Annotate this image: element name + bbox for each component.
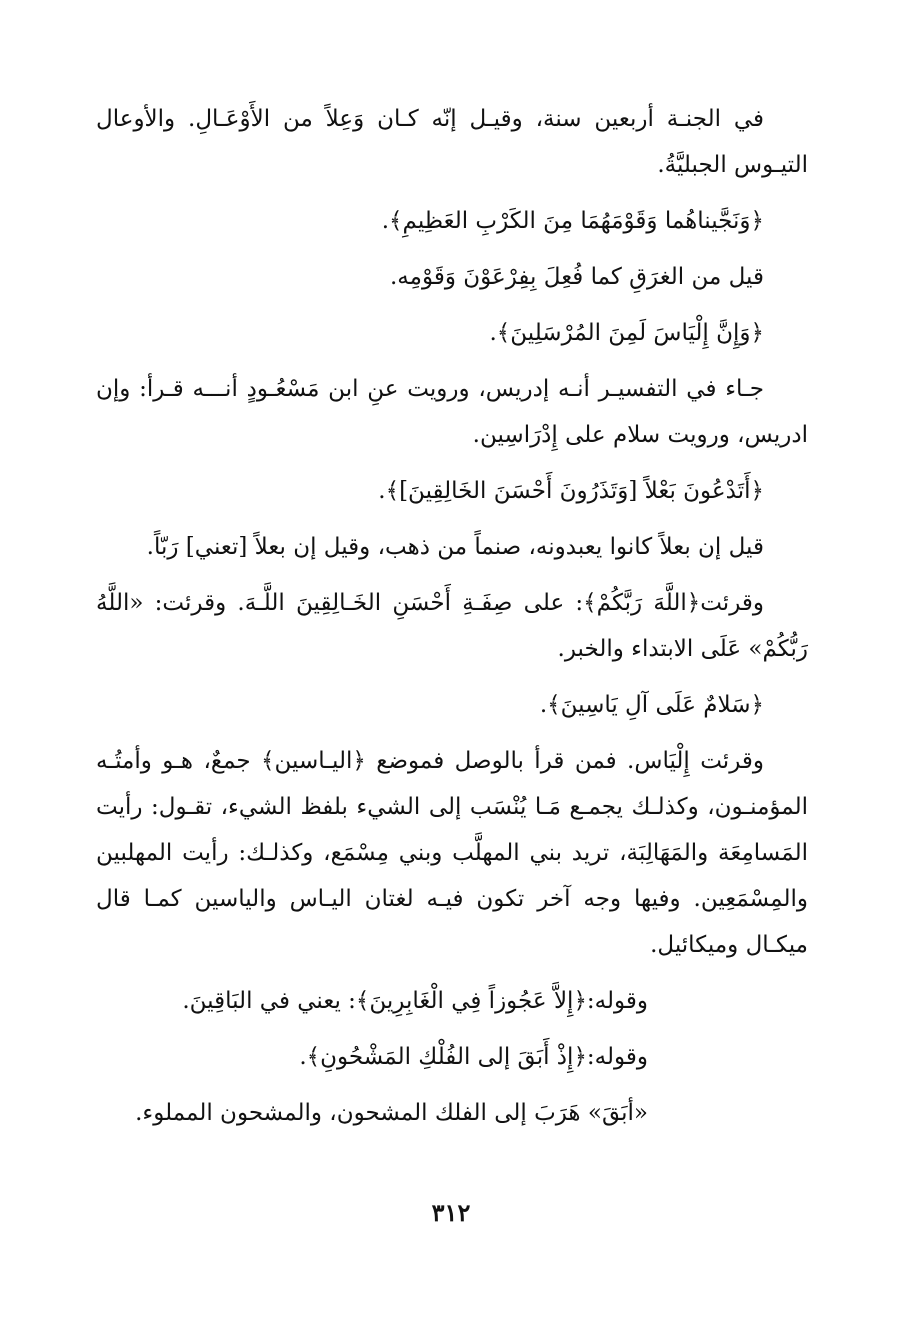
paragraph-abaqa-explanation: «أبَقَ» هَرَبَ إلى الفلك المشحون، والمشحون المملوء. [135, 1100, 648, 1126]
quranic-verse-ilyas: ﴿وَإِنَّ إِلْيَاسَ لَمِنَ المُرْسَلِينَ﴾. [489, 320, 764, 346]
paragraph-baal-explanation: قيل إن بعلاً كانوا يعبدونه، صنماً من ذهب، وقيل إن بعلاً [تعني] رَبّاً. [146, 534, 764, 560]
paragraph-fled-to-ship-verse: وقوله:﴿إِذْ أَبَقَ إلى الفُلْكِ المَشْحُونِ﴾. [299, 1044, 648, 1070]
page-body [96, 96, 808, 1146]
paragraph-drowning-explanation: قيل من الغرَقِ كما فُعِلَ بِفِرْعَوْنَ وَقَوْمِه. [389, 264, 764, 290]
quranic-verse-salam-al-yasin: ﴿سَلامٌ عَلَى آلِ يَاسِينَ﴾. [539, 692, 764, 718]
paragraph-heaven-forty-years: في الجنـة أربعين سنة، وقيـل إنّه كـان وَعِلاً من الأَوْعَـالِ. والأوعال التيـوس الجبليَّةُ. [96, 106, 808, 178]
paragraph-old-woman-verse: وقوله:﴿إِلاَّ عَجُوزاً فِي الْغَابِرِينَ﴾: يعني في البَاقِينَ. [182, 988, 648, 1014]
quranic-verse-we-saved-them: ﴿وَنَجَّيناهُما وَقَوْمَهُمَا مِنَ الكَرْبِ العَظِيمِ﴾. [381, 208, 764, 234]
paragraph-ilyas-readings: وقرئت إِلْيَاس. فمن قرأ بالوصل فموضع ﴿اليـاسين﴾ جمعٌ، هـو وأمتُـه المؤمنـون، وكذلـك يجمـع مَـا يُنْسَب إلى الشيء بلفظ الشيء، تقـول: رأيت المَسامِعَة والمَهَالِبَة، تريد بني المهلَّب وبني مِسْمَع، وكذلـك: رأيت المهلبين والمِسْمَعِين. وفيها وجه آخر تكون فيـه لغتان اليـاس والياسين كمـا قال ميكـال وميكائيل. [96, 748, 808, 958]
page-number: ٣١٢ [431, 1198, 471, 1227]
quranic-verse-baal: ﴿أَتَدْعُونَ بَعْلاً [وَتَذَرُونَ أَحْسَنَ الخَالِقِينَ]﴾. [378, 478, 764, 504]
paragraph-idris-tafsir: جـاء في التفسيـر أنـه إدريس، ورويت عنِ ابن مَسْعُـودٍ أنـــه قـرأ: وإن ادريس، ورويت سلام على إِدْرَاسِين. [96, 376, 808, 448]
paragraph-allah-rabbukum: وقرئت﴿اللَّهَ رَبَّكُمْ﴾: على صِفَـةِ أَحْسَنِ الخَـالِقِينَ اللَّـهَ. وقرئت: «اللَّهُ رَبُّكُمْ» عَلَى الابتداء والخبر. [96, 590, 808, 662]
